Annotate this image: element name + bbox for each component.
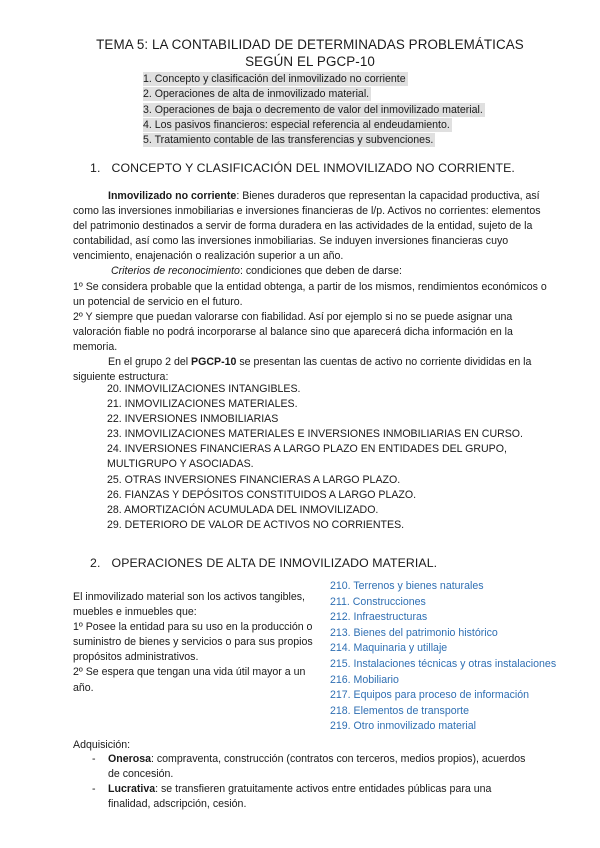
list-item-text: 25. OTRAS INVERSIONES FINANCIERAS A LARGO PLAZO. (107, 473, 401, 486)
section-2-heading (90, 556, 437, 571)
section-2-intro (73, 590, 331, 696)
section-1-number: 1. (90, 161, 101, 175)
list-item (107, 442, 557, 472)
subaccount-list (330, 579, 600, 735)
requirement-2: 2º Se espera que tengan una vida útil mayor a un año. (73, 666, 306, 694)
criteria-text: : condiciones que deben de darse: (239, 265, 402, 278)
acq-term: Lucrativa (108, 783, 156, 796)
list-item (107, 503, 557, 518)
section-1-heading (90, 161, 515, 176)
toc-item[interactable]: 4. Los pasivos financieros: especial referencia al endeudamiento. (143, 118, 450, 131)
list-item-text: 29. DETERIORO DE VALOR DE ACTIVOS NO CORRIENTES. (107, 518, 405, 531)
list-item (107, 397, 557, 412)
definition-text: : Bienes duraderos que representan la capacidad productiva, así como las inversiones inmobiliarias e inversiones financieras de l/p. Activos no corrientes: elementos del patrimonio destinados a servir de forma duradera en las actividades de la entidad, sujeto de la contabilidad, así como las inversiones inmobiliarias. Se induyen inversiones financieras cuyo vencimiento, enajenación o realización superior a un año. (73, 190, 541, 263)
subaccount-item: 216. Mobiliario (330, 673, 399, 686)
subaccount-item: 219. Otro inmovilizado material (330, 720, 477, 733)
section-1-title: CONCEPTO Y CLASIFICACIÓN DEL INMOVILIZADO NO CORRIENTE. (111, 161, 515, 175)
criterion-1: 1º Se considera probable que la entidad obtenga, a partir de los mismos, rendimientos económicos o un potencial de servicio en el futuro. (73, 280, 547, 308)
subaccount-item: 214. Maquinaria y utillaje (330, 642, 448, 655)
list-item-text: 21. INMOVILIZACIONES MATERIALES. (107, 398, 298, 411)
group-term: PGCP-10 (191, 356, 237, 369)
list-item-text: 24. INVERSIONES FINANCIERAS A LARGO PLAZO EN ENTIDADES DEL GRUPO, MULTIGRUPO Y ASOCIADAS. (107, 443, 507, 471)
subaccount-item: 215. Instalaciones técnicas y otras instalaciones (330, 657, 557, 670)
list-item (107, 488, 557, 503)
acq-term: Onerosa (108, 753, 151, 765)
requirement-1: 1º Posee la entidad para su uso en la producción o suministro de bienes y servicios o para sus propios propósitos administrativos. (73, 621, 313, 664)
list-item (107, 427, 557, 442)
group-pre: En el grupo 2 del (108, 356, 192, 369)
list-item (107, 473, 557, 488)
criterion-2: 2º Y siempre que puedan valorarse con fiabilidad. Así por ejemplo si no se puede asignar una valoración fiable no podrá incorporarse al balance sino que aparecerá dicha información en la memoria. (73, 310, 513, 353)
subaccount-item: 212. Infraestructuras (330, 611, 428, 624)
dash-bullet: - (92, 753, 96, 765)
definition-term: Inmovilizado no corriente (108, 190, 237, 202)
criteria-paragraph (73, 264, 548, 279)
list-item (107, 412, 557, 427)
list-item (92, 752, 532, 782)
list-item (92, 782, 532, 812)
group-post: se presentan las cuentas de activo no corriente divididas en la siguiente estructura: (73, 356, 532, 384)
title-line-2: SEGÚN EL PGCP-10 (245, 54, 375, 69)
definition-paragraph (73, 189, 548, 264)
section-2-number: 2. (90, 556, 101, 570)
subaccount-item: 211. Construcciones (330, 595, 426, 608)
subaccount-item: 210. Terrenos y bienes naturales (330, 580, 484, 592)
toc-item[interactable]: 2. Operaciones de alta de inmovilizado material. (143, 88, 370, 101)
list-item-text: 28. AMORTIZACIÓN ACUMULADA DEL INMOVILIZADO. (107, 503, 379, 516)
toc-item[interactable]: 5. Tratamiento contable de las transferencias y subvenciones. (143, 134, 434, 147)
subaccount-item: 213. Bienes del patrimonio histórico (330, 626, 498, 639)
subaccount-item: 217. Equipos para proceso de información (330, 689, 530, 702)
group-paragraph (73, 355, 548, 385)
document-title (40, 36, 580, 70)
criteria-term: Criterios de reconocimiento (111, 265, 240, 278)
acq-text: : compraventa, construcción (contratos con terceros, medios propios), acuerdos de concesión. (108, 753, 526, 781)
acquisition-label: Adquisición: (73, 739, 131, 751)
list-item-text: 23. INMOVILIZACIONES MATERIALES E INVERSIONES INMOBILIARIAS EN CURSO. (107, 428, 523, 441)
list-item-text: 20. INMOVILIZACIONES INTANGIBLES. (107, 383, 301, 395)
intro-text: El inmovilizado material son los activos tangibles, muebles e inmuebles que: (73, 591, 305, 619)
toc-item[interactable]: 1. Concepto y clasificación del inmovilizado no corriente (143, 73, 406, 85)
acquisition-list (92, 752, 532, 812)
section-2-title: OPERACIONES DE ALTA DE INMOVILIZADO MATERIAL. (111, 556, 438, 570)
account-list (107, 382, 557, 533)
table-of-contents (143, 72, 483, 148)
acq-text: : se transfieren gratuitamente activos entre entidades públicas para una finalidad, adscripción, cesión. (108, 783, 492, 811)
list-item-text: 22. INVERSIONES INMOBILIARIAS (107, 413, 279, 426)
title-line-1: TEMA 5: LA CONTABILIDAD DE DETERMINADAS PROBLEMÁTICAS (96, 37, 524, 52)
dash-bullet: - (92, 783, 96, 796)
section-1-body (73, 189, 548, 385)
subaccount-item: 218. Elementos de transporte (330, 704, 469, 717)
list-item (107, 382, 557, 397)
toc-item[interactable]: 3. Operaciones de baja o decremento de valor del inmovilizado material. (143, 103, 483, 116)
list-item (107, 518, 557, 533)
list-item-text: 26. FIANZAS Y DEPÓSITOS CONSTITUIDOS A LARGO PLAZO. (107, 488, 417, 501)
